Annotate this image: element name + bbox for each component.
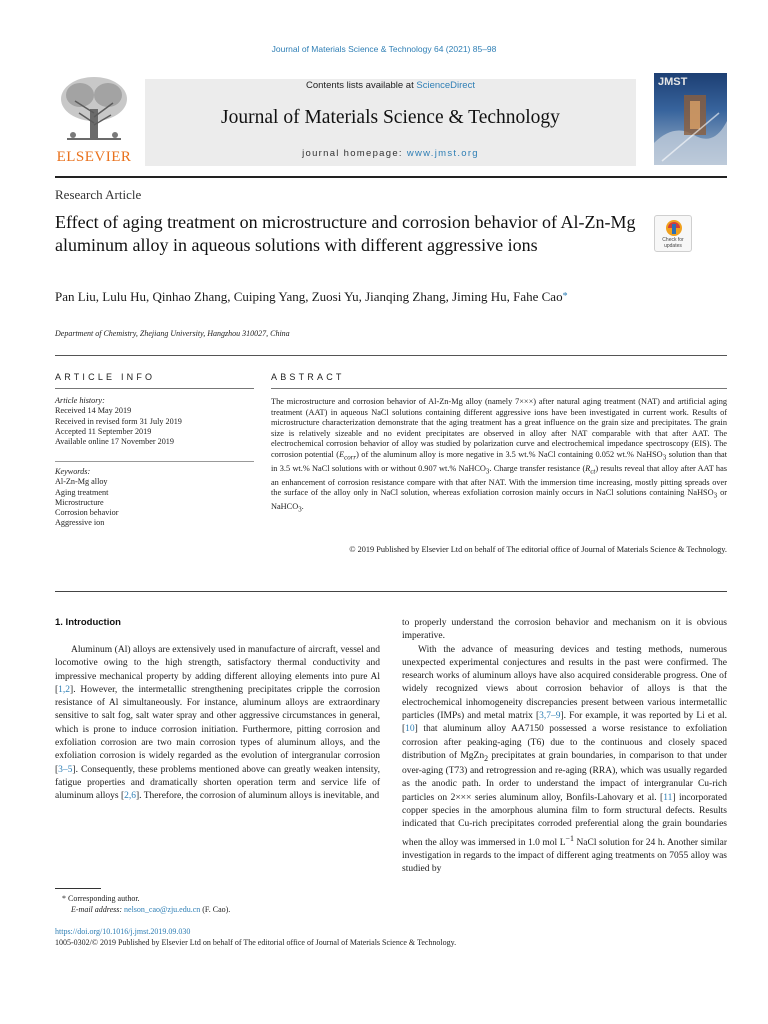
keyword-item: Aggressive ion	[55, 518, 105, 528]
citation-link[interactable]: 2,6	[124, 791, 137, 802]
author-names[interactable]: Pan Liu, Lulu Hu, Qinhao Zhang, Cuiping Yang, Zuosi Yu, Jianqing Zhang, Jiming Hu, Fahe Cao	[55, 289, 563, 304]
article-type: Research Article	[55, 187, 142, 202]
email-suffix: (F. Cao).	[200, 905, 231, 914]
history-item: Received in revised form 31 July 2019	[55, 416, 182, 426]
article-title: Effect of aging treatment on microstructure and corrosion behavior of Al-Zn-Mg aluminum alloy in aqueous solutions with different aggressive ions	[55, 212, 636, 255]
keywords-divider	[55, 461, 254, 462]
crossmark-badge[interactable]	[654, 215, 692, 252]
keyword-item: Al-Zn-Mg alloy	[55, 477, 108, 487]
cover-label: JMST	[658, 76, 688, 88]
doi-link[interactable]: https://doi.org/10.1016/j.jmst.2019.09.030	[55, 927, 191, 936]
abstract-heading: ABSTRACT	[271, 372, 345, 382]
citation-link[interactable]: 10	[405, 724, 415, 735]
citation-link[interactable]: 3,7–9	[539, 711, 561, 722]
journal-cover-image[interactable]	[654, 73, 727, 165]
journal-masthead	[55, 73, 727, 166]
history-item: Received 14 May 2019	[55, 406, 132, 416]
section-heading-introduction: 1. Introduction	[55, 617, 121, 628]
abstract-body: The microstructure and corrosion behavior of Al-Zn-Mg alloy (namely 7×××) after natural aging treatment (NAT) and artificial aging treatment (AAT) in aqueous NaCl solutions containing different aggressive ions have been investigated in current work. Results of microstructure characterization demonstrate that the aging treatment has a great influence on the grain size and precipitates. The grain size is relatively sizeable and no evident precipitates are observed in alloy after NAT comparable with that after AAT. The electrochemical corrosion behavior of alloy was studied by polarization curve and electrochemical impedance spectroscopy (EIS). The corrosion potential $(E_{corr})$ of the aluminum alloy is more negative in 3.5 wt.% NaCl containing 0.052 wt.% NaHSO$_3$ solution than that in 3.5 wt.% NaCl solutions with or without 0.907 wt.% NaHCO$_3$. Charge transfer resistance $(R_{ct})$ results reveal that alloy after AAT has an enhancement of corrosion resistance compare with that after NAT. With the immersion time increasing, mostly pitting spreads over the surface of the alloy only in NaCl solution, whereas exfoliation corrosion mainly occurs in NaCl solutions containing NaHSO$_3$ or NaHCO$_3$.	[271, 397, 728, 515]
sciencedirect-link[interactable]: ScienceDirect	[416, 80, 475, 91]
journal-title: Journal of Materials Science & Technology	[221, 107, 560, 128]
history-item: Available online 17 November 2019	[55, 437, 174, 447]
email-note	[71, 904, 230, 915]
journal-banner	[145, 79, 636, 166]
body-column-left	[55, 644, 380, 804]
ecorr-symbol: $E_{corr}$	[339, 449, 357, 462]
keywords	[55, 467, 254, 529]
keywords-heading: Keywords:	[55, 467, 91, 476]
journal-homepage	[145, 148, 636, 159]
citation-link[interactable]: 1,2	[58, 684, 71, 695]
citation-link[interactable]: 11	[663, 792, 673, 803]
contents-prefix: Contents lists available at	[306, 80, 417, 91]
body-column-right	[402, 617, 727, 877]
cover-artwork	[654, 73, 727, 165]
homepage-link[interactable]: www.jmst.org	[406, 148, 479, 159]
article-history	[55, 396, 254, 447]
elsevier-logo[interactable]	[55, 73, 133, 166]
author-affiliation: Department of Chemistry, Zhejiang University, Hangzhou 310027, China	[55, 329, 290, 338]
crossmark-label: Check for updates	[662, 237, 684, 249]
header-divider	[55, 176, 727, 178]
history-item: Accepted 11 September 2019	[55, 426, 152, 436]
history-heading: Article history:	[55, 396, 105, 405]
abstract-divider	[271, 388, 727, 389]
issn-copyright: 1005-0302/© 2019 Published by Elsevier Ltd on behalf of The editorial office of Journal of Materials Science & Technology.	[55, 938, 457, 947]
abstract-bottom-divider	[55, 591, 727, 592]
crossmark-icon	[664, 219, 684, 237]
keyword-item: Microstructure	[55, 497, 104, 507]
article-info-heading: ARTICLE INFO	[55, 372, 156, 382]
corresponding-author-mark[interactable]: *	[562, 291, 568, 302]
email-label: E-mail address:	[71, 905, 125, 914]
article-info-divider	[55, 388, 254, 389]
footnote-divider	[55, 888, 101, 889]
paragraph: With the advance of measuring devices and testing methods, numerous unexpected experimental conjectures and results in the past were confirmed. The research works of aluminum alloys have also acquired considerable progress. One of widely recognized views about corrosion behavior of alloys is that the electrochemical inhomogeneity discrepancies present between various intermetallic particles (IMPs) and metal matrix [3,7–9]. For example, it was reported by Li et al. [10] that aluminum alloy AA7150 possessed a worse resistance to exfoliation corrosion after peaking-aging (T6) due to the continuous and closely spaced distribution of MgZn$_2$ precipitates at grain boundaries, in comparison to that under over-aging (T73) and retrogression and re-aging (RRA), which was usually regarded as the anodic path. In order to understand the impact of intergranular Cu-rich particles on 2××× series aluminum alloy, Bonfils-Lahovary et al. [11] incorporated copper species in the amorphous alumina film to form structural defects. Results indicated that Cu-rich precipitates corroded preferential along the grain boundaries when the alloy was immersed in 1.0 mol $L^{-1}$ NaCl solution for 24 h. Another similar investigation in regards to the impact of different aging treatments on 7055 alloy was studied by	[402, 644, 728, 875]
paragraph: Aluminum (Al) alloys are extensively used in manufacture of aircraft, vessel and locomotive owing to the high strength, satisfactory thermal conductivity and impressive mechanical property by adding different alloying elements into pure Al [1,2]. However, the intermetallic strengthening precipitates cripple the corrosion resistance of Al simultaneously. For instance, aluminum alloys are extraordinary sensitive to salt fog, salt water spray and other aggressive circumstances in general, which is prone to induce corrosion initiation. Furthermore, pitting corrosion and exfoliation corrosion are two main corrosion types of aluminum alloys, and the exfoliation corrosion is widely regarded as the evolution of intergranular corrosion [3–5]. Consequently, these problems mentioned above can greatly weaken intensity, fatigue properties and dramatically shorten operation term and service life of aluminum alloys [2,6]. Therefore, the corrosion of aluminum alloys is inevitable, and	[55, 645, 380, 802]
email-link[interactable]: nelson_cao@zju.edu.cn	[124, 905, 201, 914]
elsevier-wordmark: ELSEVIER	[56, 149, 132, 165]
journal-citation[interactable]: Journal of Materials Science & Technology 64 (2021) 85–98	[271, 44, 497, 54]
keyword-item: Corrosion behavior	[55, 508, 119, 518]
abstract-copyright: © 2019 Published by Elsevier Ltd on behalf of The editorial office of Journal of Materials Science & Technology.	[349, 545, 727, 554]
contents-availability	[145, 80, 636, 91]
citation-link[interactable]: 3–5	[58, 764, 73, 775]
rct-symbol: $R_{ct}$	[585, 463, 596, 476]
corresponding-author-note: * Corresponding author.	[62, 894, 140, 903]
author-list	[55, 288, 615, 305]
keyword-item: Aging treatment	[55, 487, 109, 497]
affiliation-divider	[55, 355, 727, 356]
homepage-prefix: journal homepage:	[302, 148, 407, 159]
paragraph: to properly understand the corrosion behavior and mechanism on it is obvious imperative.	[402, 618, 727, 642]
tree-icon	[55, 73, 133, 147]
